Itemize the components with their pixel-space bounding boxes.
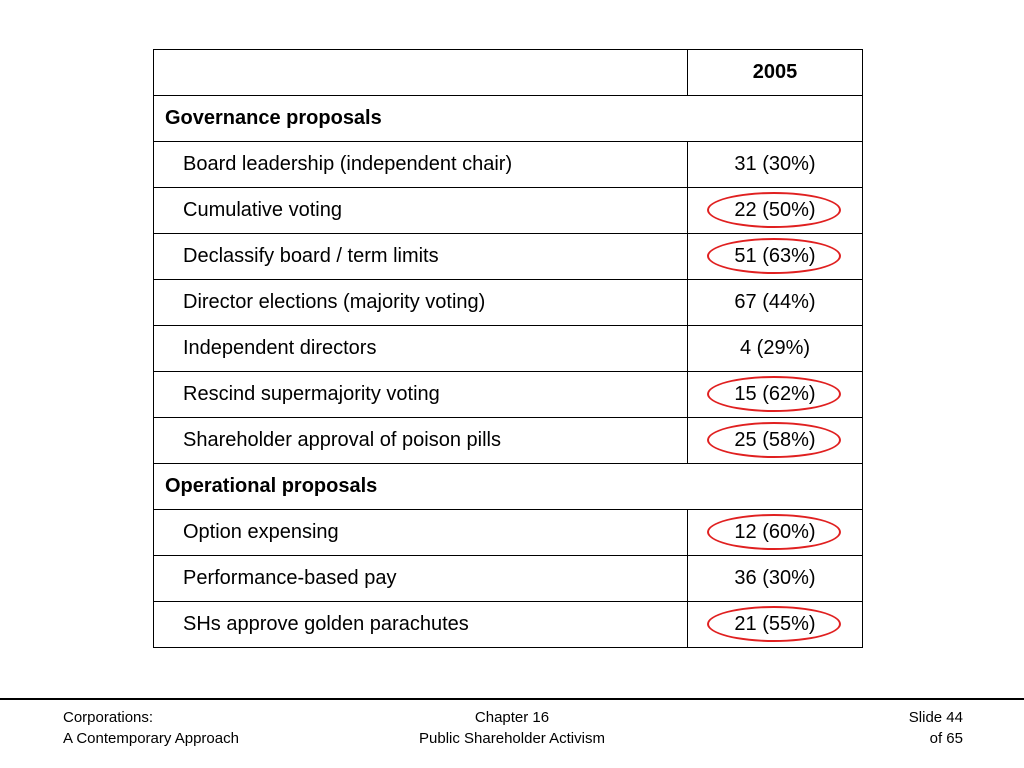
proposal-label: Director elections (majority voting) [154, 280, 688, 326]
proposal-label: Shareholder approval of poison pills [154, 418, 688, 464]
proposals-table-container [153, 49, 862, 648]
proposal-value-cell [688, 602, 863, 648]
proposal-value: 4 (29%) [739, 337, 811, 359]
footer-center-line2: Public Shareholder Activism [419, 730, 605, 747]
footer-right-line1: Slide 44 [908, 709, 963, 726]
proposal-value: 15 (62%) [734, 383, 816, 405]
proposal-value: 31 (30%) [734, 153, 816, 175]
footer-center-line1: Chapter 16 [474, 709, 550, 726]
proposal-value: 12 (60%) [734, 521, 816, 543]
section-header-row [154, 464, 863, 510]
section-title: Governance proposals [154, 96, 863, 142]
table-row [154, 418, 863, 464]
header-year: 2005 [688, 50, 863, 96]
proposal-value-cell [688, 556, 863, 602]
table-row [154, 326, 863, 372]
proposal-value-cell [688, 326, 863, 372]
proposal-value: 36 (30%) [734, 567, 816, 589]
proposal-label: SHs approve golden parachutes [154, 602, 688, 648]
footer-chapter [382, 707, 642, 749]
proposal-label: Performance-based pay [154, 556, 688, 602]
proposal-value-cell [688, 188, 863, 234]
proposal-value: 67 (44%) [734, 291, 816, 313]
proposal-value-cell [688, 142, 863, 188]
proposal-label: Cumulative voting [154, 188, 688, 234]
header-empty-cell [154, 50, 688, 96]
section-title: Operational proposals [154, 464, 863, 510]
proposal-label: Board leadership (independent chair) [154, 142, 688, 188]
table-row [154, 602, 863, 648]
proposal-label: Independent directors [154, 326, 688, 372]
table-row [154, 188, 863, 234]
proposal-value-cell [688, 418, 863, 464]
proposal-value-cell [688, 372, 863, 418]
proposal-label: Declassify board / term limits [154, 234, 688, 280]
section-header-row [154, 96, 863, 142]
table-row [154, 142, 863, 188]
proposal-value-cell [688, 234, 863, 280]
proposal-value: 21 (55%) [734, 613, 816, 635]
table-row [154, 510, 863, 556]
proposal-value: 25 (58%) [734, 429, 816, 451]
footer-slide-number [909, 707, 963, 749]
table-row [154, 234, 863, 280]
proposal-value: 22 (50%) [734, 199, 816, 221]
table-row [154, 556, 863, 602]
proposal-label: Rescind supermajority voting [154, 372, 688, 418]
proposal-label: Option expensing [154, 510, 688, 556]
proposal-value: 51 (63%) [734, 245, 816, 267]
proposal-value-cell [688, 280, 863, 326]
footer-left-line2: A Contemporary Approach [63, 730, 239, 747]
footer-divider [0, 698, 1024, 700]
proposal-value-cell [688, 510, 863, 556]
proposals-table [153, 49, 863, 648]
table-row [154, 372, 863, 418]
footer-left-line1: Corporations: [63, 709, 154, 726]
footer-right-line2: of 65 [929, 730, 963, 747]
footer-course-title [63, 707, 239, 749]
table-row [154, 280, 863, 326]
table-header-row [154, 50, 863, 96]
